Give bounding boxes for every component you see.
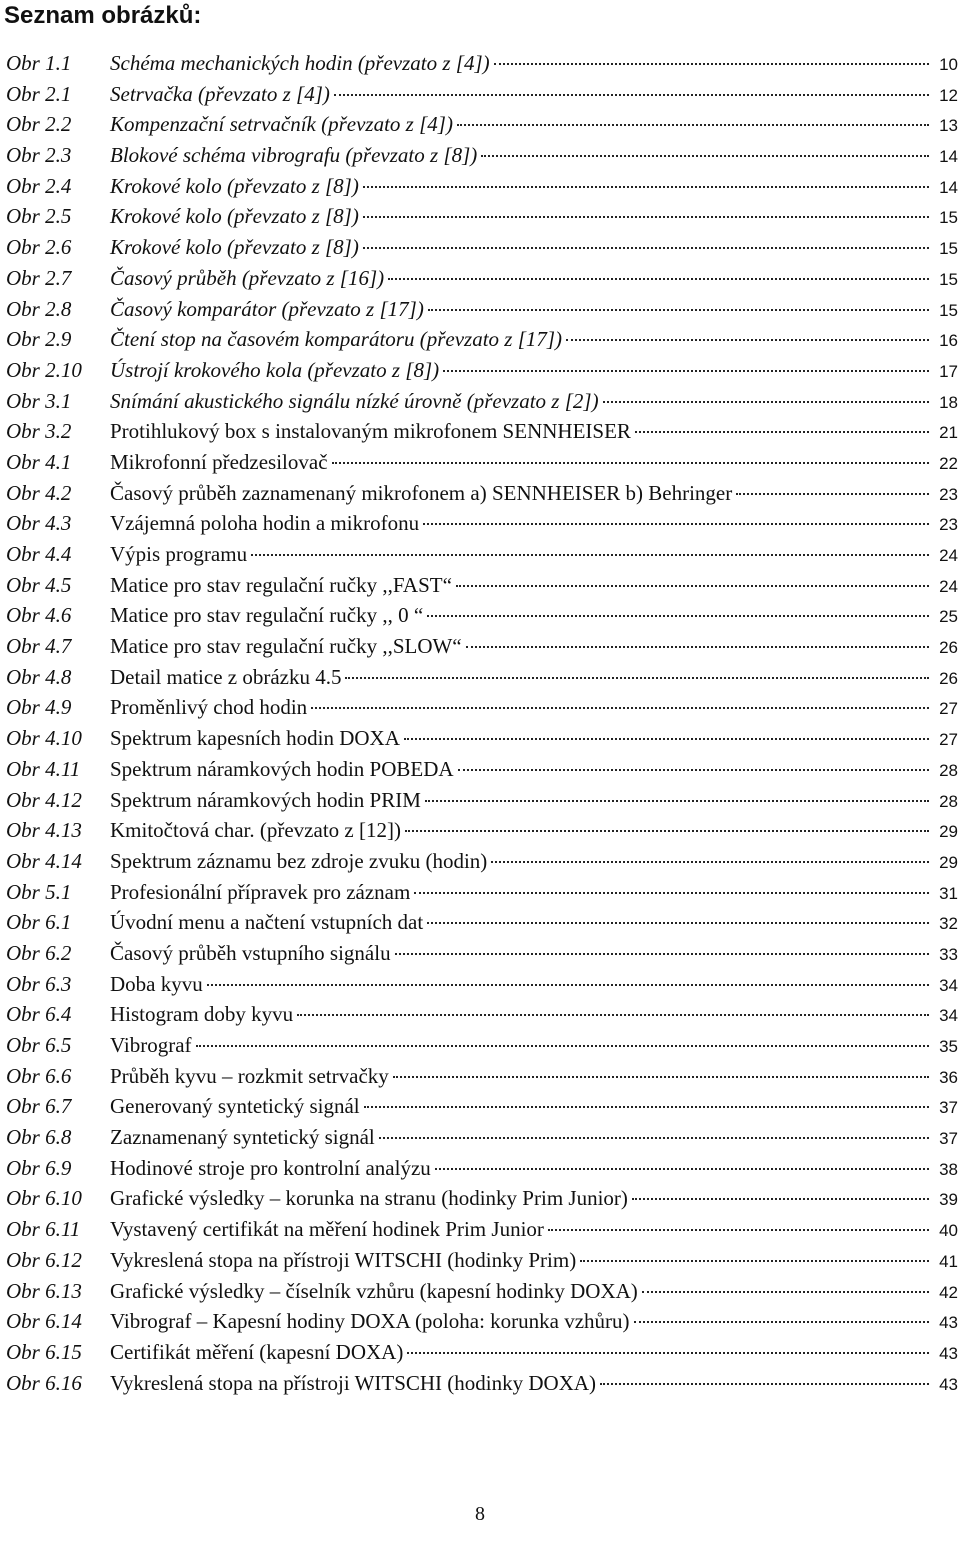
figure-number: Obr 4.1 (6, 449, 72, 474)
figure-title: Vzájemná poloha hodin a mikrofonu (110, 511, 420, 536)
figure-number: Obr 6.7 (6, 1094, 72, 1119)
list-item (0, 1245, 960, 1276)
figure-title: Proměnlivý chod hodin (110, 695, 308, 720)
dot-leader (466, 646, 929, 648)
figure-number: Obr 4.2 (6, 480, 72, 505)
figure-number: Obr 6.13 (6, 1278, 82, 1303)
page-ref: 34 (939, 1006, 958, 1026)
page-ref: 16 (939, 331, 958, 351)
dot-leader (603, 401, 929, 403)
figure-title: Kompenzační setrvačník (převzato z [4]) (110, 112, 453, 137)
figure-number: Obr 6.5 (6, 1033, 72, 1057)
dot-leader (548, 1229, 929, 1231)
page-ref: 14 (939, 147, 958, 167)
figure-title: Grafické výsledky – korunka na stranu (hodinky Prim Junior) (110, 1186, 628, 1211)
dot-leader (423, 523, 929, 525)
figure-title: Kmitočtová char. (převzato z [12]) (110, 818, 401, 843)
list-item (0, 1276, 960, 1307)
list-item (0, 1122, 960, 1153)
dot-leader (405, 830, 929, 832)
figure-title: Vykreslená stopa na přístroji WITSCHI (hodinky DOXA) (110, 1370, 597, 1395)
page-ref: 14 (939, 177, 958, 197)
figure-title: Časový průběh (převzato z [16]) (110, 265, 385, 290)
figure-number: Obr 4.13 (6, 818, 82, 843)
page-ref: 25 (939, 607, 958, 627)
list-item (0, 969, 960, 1000)
figure-title: Protihlukový box s instalovaným mikrofonem SENNHEISER (110, 419, 631, 444)
figure-number: Obr 4.11 (6, 756, 81, 781)
dot-leader (345, 677, 929, 679)
list-item (0, 1183, 960, 1214)
list-item (0, 631, 960, 662)
list-item (0, 1153, 960, 1184)
figure-number: Obr 4.4 (6, 542, 72, 566)
dot-leader (363, 186, 929, 188)
dot-leader (364, 1106, 929, 1108)
figure-number: Obr 6.9 (6, 1155, 72, 1180)
dot-leader (297, 1014, 929, 1016)
figure-number: Obr 4.12 (6, 787, 82, 812)
page-ref: 34 (939, 975, 958, 995)
figure-number: Obr 4.6 (6, 603, 72, 628)
list-item (0, 478, 960, 509)
page-ref: 27 (939, 730, 958, 750)
page-ref: 31 (939, 883, 958, 903)
dot-leader (379, 1137, 929, 1139)
dot-leader (566, 339, 929, 341)
dot-leader (404, 738, 929, 740)
figure-number: Obr 2.8 (6, 296, 72, 321)
page-ref: 36 (939, 1067, 958, 1087)
page-ref: 23 (939, 515, 958, 535)
figure-title: Spektrum náramkových hodin POBEDA (110, 756, 454, 781)
dot-leader (251, 554, 929, 556)
figure-title: Krokové kolo (převzato z [8]) (110, 204, 359, 229)
dot-leader (363, 247, 929, 249)
figure-title: Vibrograf – Kapesní hodiny DOXA (poloha: korunka vzhůru) (110, 1309, 630, 1334)
page-ref: 15 (939, 239, 958, 259)
page-ref: 22 (939, 453, 958, 473)
list-item (0, 723, 960, 754)
figure-title: Blokové schéma vibrografu (převzato z [8]) (110, 143, 478, 168)
dot-leader (393, 1076, 929, 1078)
page-number: 8 (475, 1503, 485, 1525)
figure-title: Schéma mechanických hodin (převzato z [4]) (110, 51, 490, 75)
list-item (0, 570, 960, 601)
page-ref: 38 (939, 1159, 958, 1179)
figure-number: Obr 6.3 (6, 971, 72, 996)
list-item (0, 48, 960, 79)
dot-leader (443, 370, 929, 372)
list-item (0, 79, 960, 110)
dot-leader (407, 1352, 929, 1354)
figure-title: Matice pro stav regulační ručky ,, 0 “ (110, 603, 424, 628)
figure-number: Obr 2.1 (6, 81, 72, 106)
list-item (0, 600, 960, 631)
dot-leader (632, 1198, 929, 1200)
figure-title: Zaznamenaný syntetický signál (110, 1125, 375, 1150)
figure-title: Detail matice z obrázku 4.5 (110, 664, 342, 689)
figure-number: Obr 6.8 (6, 1125, 72, 1150)
figure-number: Obr 6.15 (6, 1339, 82, 1364)
figure-title: Časový komparátor (převzato z [17]) (110, 296, 424, 321)
page-ref: 41 (939, 1251, 958, 1271)
page-ref: 27 (939, 699, 958, 719)
figure-number: Obr 6.2 (6, 940, 72, 965)
figure-title: Setrvačka (převzato z [4]) (110, 81, 330, 106)
figure-title: Matice pro stav regulační ručky ,,SLOW“ (110, 634, 462, 659)
page-ref: 28 (939, 760, 958, 780)
list-item (0, 232, 960, 263)
list-item (0, 171, 960, 202)
page-ref: 29 (939, 852, 958, 872)
figure-title: Profesionální přípravek pro záznam (110, 879, 411, 904)
page-ref: 24 (939, 546, 958, 565)
figure-number: Obr 6.11 (6, 1217, 81, 1242)
page-ref: 15 (939, 208, 958, 228)
list-item (0, 1337, 960, 1368)
dot-leader (427, 922, 929, 924)
figure-title: Matice pro stav regulační ručky ,,FAST“ (110, 572, 452, 597)
dot-leader (428, 309, 929, 311)
page-ref: 12 (939, 85, 958, 105)
page-ref: 15 (939, 300, 958, 320)
page-ref: 35 (939, 1037, 958, 1056)
figure-title: Certifikát měření (kapesní DOXA) (110, 1339, 404, 1364)
figure-title: Ústrojí krokového kola (převzato z [8]) (110, 357, 440, 382)
figure-title: Úvodní menu a načtení vstupních dat (110, 910, 424, 935)
figure-title: Výpis programu (110, 542, 248, 566)
figure-title: Generovaný syntetický signál (110, 1094, 360, 1119)
page-ref: 37 (939, 1129, 958, 1149)
figure-number: Obr 6.6 (6, 1063, 72, 1088)
page-ref: 32 (939, 914, 958, 934)
figure-title: Snímání akustického signálu nízké úrovně (převzato z [2]) (110, 388, 599, 413)
figure-title: Vibrograf (110, 1033, 192, 1057)
figure-title: Mikrofonní předzesilovač (110, 449, 328, 474)
page-ref: 37 (939, 1098, 958, 1118)
dot-leader (494, 63, 929, 65)
figure-number: Obr 3.1 (6, 388, 72, 413)
figure-title: Histogram doby kyvu (110, 1002, 294, 1027)
dot-leader (207, 984, 929, 986)
dot-leader (642, 1291, 929, 1293)
page-ref: 26 (939, 668, 958, 688)
page-ref: 42 (939, 1282, 958, 1302)
figure-title: Vystavený certifikát na měření hodinek Prim Junior (110, 1217, 544, 1242)
figure-title: Časový průběh vstupního signálu (110, 940, 391, 965)
dot-leader (634, 1321, 929, 1323)
list-item (0, 1061, 960, 1092)
dot-leader (427, 615, 929, 617)
dot-leader (425, 800, 929, 802)
figure-number: Obr 4.9 (6, 695, 72, 720)
list-item (0, 109, 960, 140)
dot-leader (456, 585, 929, 587)
dot-leader (600, 1383, 929, 1385)
figure-number: Obr 4.10 (6, 726, 82, 751)
figure-title: Krokové kolo (převzato z [8]) (110, 235, 359, 260)
dot-leader (414, 892, 929, 894)
figure-number: Obr 2.7 (6, 265, 72, 290)
list-item (0, 1030, 960, 1061)
list-item (0, 324, 960, 355)
figure-title: Průběh kyvu – rozkmit setrvačky (110, 1063, 389, 1088)
figure-number: Obr 6.10 (6, 1186, 82, 1211)
page-ref: 29 (939, 822, 958, 842)
list-item (0, 754, 960, 785)
page-ref: 40 (939, 1221, 958, 1241)
figure-number: Obr 6.4 (6, 1002, 72, 1027)
dot-leader (491, 861, 929, 863)
dot-leader (481, 155, 929, 157)
list-item (0, 1306, 960, 1337)
page-ref: 18 (939, 392, 958, 412)
figure-number: Obr 6.16 (6, 1370, 82, 1395)
figure-number: Obr 2.4 (6, 173, 72, 198)
page-ref: 33 (939, 944, 958, 964)
figure-number: Obr 2.6 (6, 235, 72, 260)
page-ref: 15 (939, 269, 958, 289)
list-item (0, 692, 960, 723)
dot-leader (196, 1045, 929, 1047)
page-heading: Seznam obrázků: (4, 2, 202, 29)
page-ref: 10 (939, 55, 958, 74)
page-ref: 17 (939, 361, 958, 381)
figure-title: Spektrum náramkových hodin PRIM (110, 787, 421, 812)
page-ref: 43 (939, 1313, 958, 1333)
figure-title: Doba kyvu (110, 971, 203, 996)
page-ref: 28 (939, 791, 958, 811)
page-ref: 21 (939, 423, 958, 443)
dot-leader (395, 953, 929, 955)
list-item (0, 938, 960, 969)
figure-number: Obr 1.1 (6, 51, 72, 75)
list-item (0, 1368, 960, 1399)
figure-number: Obr 6.14 (6, 1309, 82, 1334)
figure-number: Obr 5.1 (6, 879, 72, 904)
page-ref: 43 (939, 1374, 958, 1394)
list-item (0, 999, 960, 1030)
list-item (0, 416, 960, 447)
figure-number: Obr 2.9 (6, 327, 72, 352)
list-item (0, 539, 960, 570)
page-ref: 39 (939, 1190, 958, 1210)
figure-title: Spektrum záznamu bez zdroje zvuku (hodin) (110, 848, 488, 873)
figure-title: Čtení stop na časovém komparátoru (převzato z [17]) (110, 327, 563, 352)
list-item (0, 447, 960, 478)
dot-leader (311, 707, 929, 709)
list-item (0, 815, 960, 846)
figure-number: Obr 2.5 (6, 204, 72, 229)
dot-leader (457, 124, 929, 126)
figure-number: Obr 6.12 (6, 1247, 82, 1272)
list-item (0, 508, 960, 539)
figure-number: Obr 3.2 (6, 419, 72, 444)
figure-list (0, 48, 960, 1398)
figure-number: Obr 4.3 (6, 511, 72, 536)
figure-number: Obr 2.3 (6, 143, 72, 168)
list-item (0, 386, 960, 417)
list-item (0, 662, 960, 693)
dot-leader (458, 769, 929, 771)
figure-title: Grafické výsledky – číselník vzhůru (kapesní hodinky DOXA) (110, 1278, 638, 1303)
page-ref: 24 (939, 576, 958, 596)
figure-number: Obr 4.5 (6, 572, 72, 597)
page-ref: 23 (939, 484, 958, 504)
list-item (0, 355, 960, 386)
dot-leader (635, 431, 929, 433)
figure-number: Obr 6.1 (6, 910, 72, 935)
page-ref: 43 (939, 1343, 958, 1363)
figure-title: Spektrum kapesních hodin DOXA (110, 726, 400, 751)
list-item (0, 201, 960, 232)
list-item (0, 140, 960, 171)
dot-leader (435, 1168, 929, 1170)
figure-number: Obr 2.2 (6, 112, 72, 137)
page-ref: 13 (939, 116, 958, 136)
dot-leader (580, 1260, 929, 1262)
dot-leader (388, 278, 929, 280)
dot-leader (332, 462, 929, 464)
dot-leader (363, 216, 929, 218)
list-item (0, 877, 960, 908)
list-item (0, 907, 960, 938)
dot-leader (736, 493, 929, 495)
list-item (0, 785, 960, 816)
list-item (0, 846, 960, 877)
dot-leader (334, 94, 929, 96)
figure-title: Vykreslená stopa na přístroji WITSCHI (hodinky Prim) (110, 1247, 577, 1272)
figure-number: Obr 4.14 (6, 848, 82, 873)
figure-number: Obr 2.10 (6, 357, 82, 382)
figure-number: Obr 4.7 (6, 634, 72, 659)
figure-title: Hodinové stroje pro kontrolní analýzu (110, 1155, 431, 1180)
page-ref: 26 (939, 638, 958, 658)
list-item (0, 294, 960, 325)
figure-title: Krokové kolo (převzato z [8]) (110, 173, 359, 198)
list-item (0, 263, 960, 294)
list-item (0, 1091, 960, 1122)
figure-number: Obr 4.8 (6, 664, 72, 689)
list-item (0, 1214, 960, 1245)
figure-title: Časový průběh zaznamenaný mikrofonem a) SENNHEISER b) Behringer (110, 480, 733, 505)
